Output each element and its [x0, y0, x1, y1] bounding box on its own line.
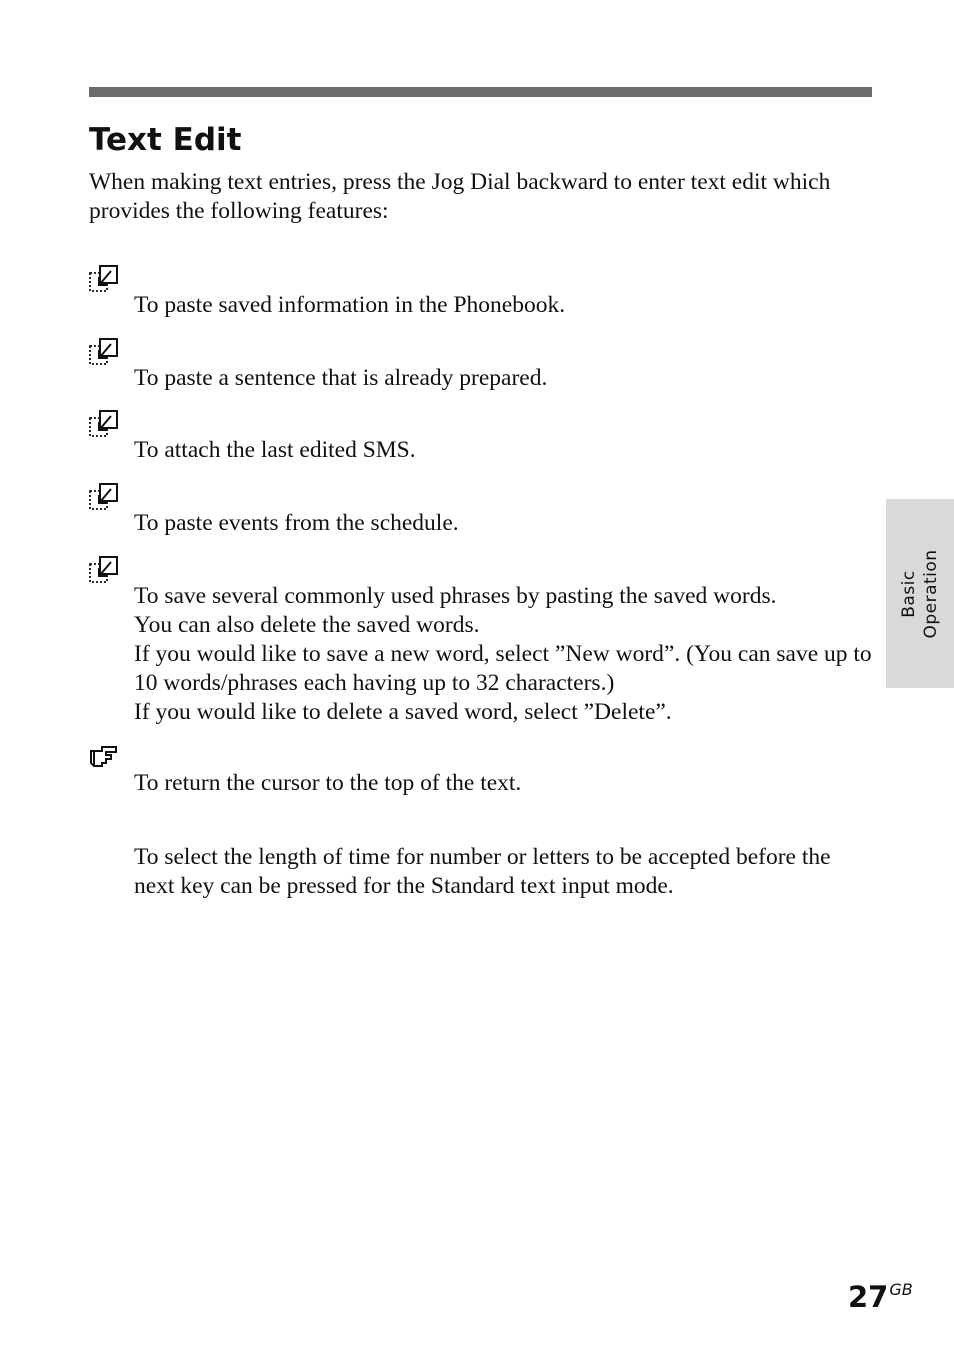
page-number-suffix: GB: [889, 1280, 913, 1299]
feature-description: [134, 843, 874, 901]
feature-description: [134, 769, 874, 798]
feature-text: If you would like to delete a saved word, select ”Delete”.: [134, 699, 672, 725]
feature-description: [134, 436, 874, 465]
feature-text: To paste a sentence that is already prepared.: [134, 365, 548, 391]
feature-text: If you would like to save a new word, select ”New word”. (You can save up to 10 words/phrases each having up to 32 characters.): [134, 641, 872, 696]
section-title: Text Edit: [89, 122, 242, 158]
paste-icon: [89, 409, 119, 439]
pointing-hand-icon: [89, 742, 119, 772]
feature-description: [134, 582, 874, 727]
chapter-tab-label: [898, 549, 942, 638]
header-rule: [89, 87, 872, 97]
feature-text: To save several commonly used phrases by pasting the saved words.: [134, 583, 777, 609]
chapter-tab: [886, 499, 954, 688]
page-number-value: 27: [848, 1280, 889, 1314]
paste-icon: [89, 555, 119, 585]
paste-icon: [89, 264, 119, 294]
feature-description: [134, 364, 874, 393]
feature-description: [134, 291, 874, 320]
chapter-tab-line2: Operation: [921, 548, 941, 639]
feature-description: [134, 509, 874, 538]
intro-paragraph: When making text entries, press the Jog Dial backward to enter text edit which provides the following features:: [89, 169, 831, 224]
paste-icon: [89, 482, 119, 512]
feature-text: To return the cursor to the top of the text.: [134, 770, 522, 796]
feature-text: You can also delete the saved words.: [134, 612, 480, 638]
feature-text: To select the length of time for number or letters to be accepted before the next key can be pressed for the Standard text input mode.: [134, 844, 831, 899]
paste-icon: [89, 337, 119, 367]
feature-text: To paste saved information in the Phonebook.: [134, 292, 566, 318]
chapter-tab-line1: Basic: [899, 569, 919, 618]
feature-text: To paste events from the schedule.: [134, 510, 459, 536]
page-number: [848, 1272, 913, 1315]
feature-text: To attach the last edited SMS.: [134, 437, 416, 463]
